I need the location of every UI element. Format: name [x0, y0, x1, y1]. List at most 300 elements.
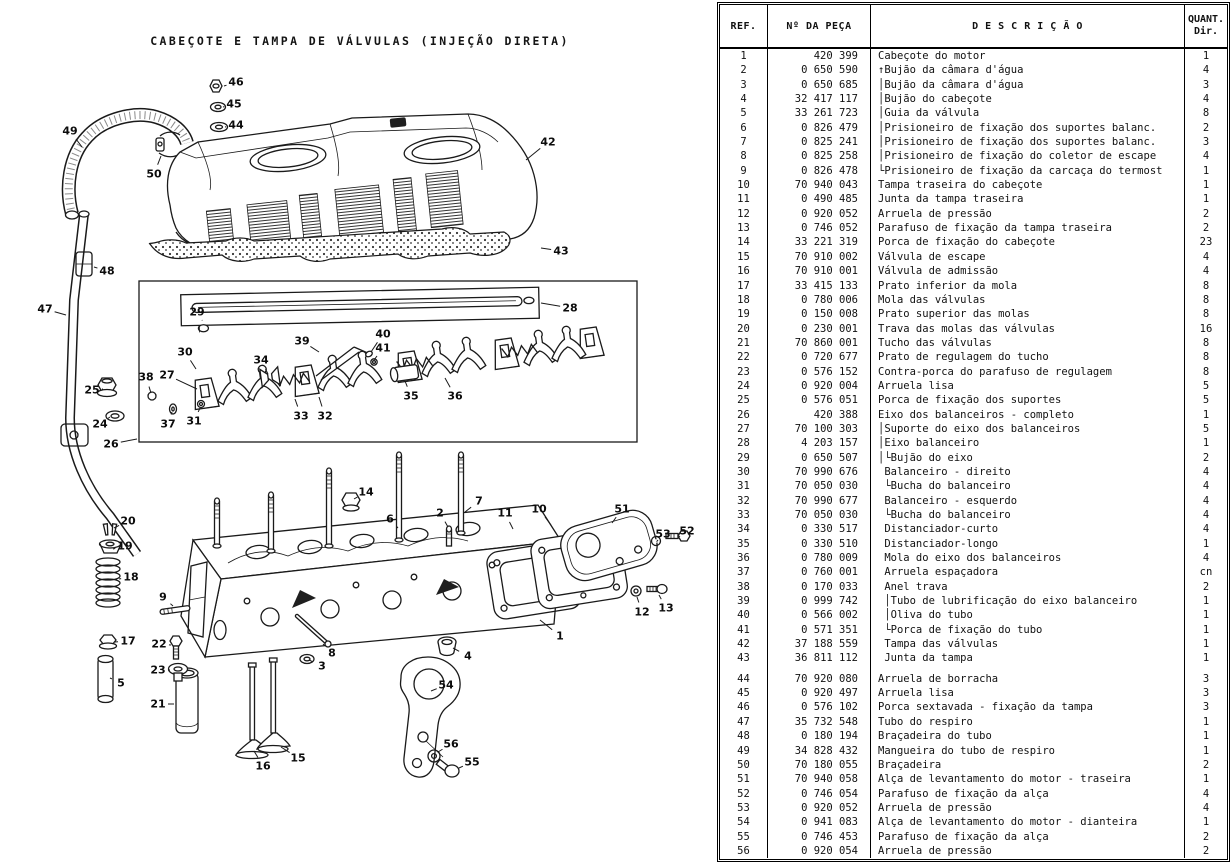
part-number-cell: 0 330 510	[768, 537, 871, 551]
part-number-cell: 34 828 432	[768, 744, 871, 758]
table-row	[720, 106, 1227, 120]
ref-cell: 27	[720, 422, 768, 436]
part-number-cell: 0 566 002	[768, 608, 871, 622]
callout-11: 11	[497, 506, 513, 520]
callout-12: 12	[634, 605, 650, 619]
qty-cell: 1	[1202, 816, 1210, 829]
ref-cell: 32	[720, 494, 768, 508]
qty-cell: 1	[1202, 730, 1210, 743]
part-number-cell: 0 576 152	[768, 365, 871, 379]
table-row	[720, 235, 1227, 249]
qty-cell: 1	[1202, 164, 1210, 177]
callout-leader-9	[170, 604, 173, 606]
ref-cell: 1	[720, 49, 768, 63]
qty-cell: 8	[1202, 293, 1210, 306]
table-row	[720, 580, 1227, 594]
ref-cell: 14	[720, 235, 768, 249]
part-number-cell: 0 576 051	[768, 393, 871, 407]
table-row	[720, 715, 1227, 729]
qty-cell: cn	[1199, 566, 1213, 579]
ref-cell: 54	[720, 815, 768, 829]
part-number-cell: 70 910 002	[768, 250, 871, 264]
head-nut	[342, 493, 360, 511]
ref-cell: 23	[720, 365, 768, 379]
description-cell: Tampa das válvulas	[871, 637, 1185, 651]
qty-cell: 2	[1202, 758, 1210, 771]
part-number-cell: 0 780 006	[768, 293, 871, 307]
description-cell: │Prisioneiro de fixação dos suportes balanc.	[871, 135, 1185, 149]
part-number-cell: 0 826 478	[768, 164, 871, 178]
part-number-cell: 0 150 008	[768, 307, 871, 321]
ref-cell: 35	[720, 537, 768, 551]
qty-cell: 5	[1202, 394, 1210, 407]
ref-cell: 51	[720, 772, 768, 786]
table-row	[720, 522, 1227, 536]
part-number-cell: 0 170 033	[768, 580, 871, 594]
head-plug	[438, 637, 456, 656]
callout-leader-27	[176, 379, 197, 389]
callout-49: 49	[62, 124, 78, 138]
table-row	[720, 149, 1227, 163]
qty-cell: 2	[1202, 222, 1210, 235]
description-cell: Válvula de admissão	[871, 264, 1185, 278]
ref-cell: 44	[720, 666, 768, 686]
table-row	[720, 164, 1227, 178]
table-row	[720, 565, 1227, 579]
part-number-cell: 70 920 080	[768, 666, 871, 686]
ref-cell: 53	[720, 801, 768, 815]
qty-cell: 4	[1202, 552, 1210, 565]
table-row	[720, 686, 1227, 700]
ref-cell: 13	[720, 221, 768, 235]
part-number-cell: 0 571 351	[768, 623, 871, 637]
table-row	[720, 207, 1227, 221]
description-cell: Distanciador-longo	[871, 537, 1185, 551]
ref-cell: 39	[720, 594, 768, 608]
qty-cell: 3	[1202, 78, 1210, 91]
part-number-cell: 0 920 004	[768, 379, 871, 393]
table-row	[720, 436, 1227, 450]
ref-cell: 11	[720, 192, 768, 206]
ref-cell: 25	[720, 393, 768, 407]
description-cell: Arruela de borracha	[871, 666, 1185, 686]
callout-18: 18	[123, 570, 139, 584]
callout-leader-26	[121, 439, 137, 442]
description-cell: Parafuso de fixação da alça	[871, 830, 1185, 844]
callout-30: 30	[177, 345, 193, 359]
part-number-cell: 0 576 102	[768, 700, 871, 714]
part-number-cell: 0 941 083	[768, 815, 871, 829]
callout-56: 56	[443, 737, 459, 751]
qty-cell: 8	[1202, 365, 1210, 378]
part-number-cell: 0 650 590	[768, 63, 871, 77]
table-row	[720, 465, 1227, 479]
callout-45: 45	[226, 97, 242, 111]
description-cell: └Bucha do balanceiro	[871, 479, 1185, 493]
table-row	[720, 293, 1227, 307]
qty-cell: 1	[1202, 715, 1210, 728]
description-cell: │Oliva do tubo	[871, 608, 1185, 622]
callout-34: 34	[253, 353, 269, 367]
ref-cell: 24	[720, 379, 768, 393]
ref-cell: 12	[720, 207, 768, 221]
part-number-cell: 0 230 001	[768, 322, 871, 336]
table-row	[720, 744, 1227, 758]
ref-cell: 47	[720, 715, 768, 729]
callout-26: 26	[103, 437, 119, 451]
description-cell: Prato inferior da mola	[871, 279, 1185, 293]
callout-2: 2	[436, 506, 444, 520]
ref-cell: 56	[720, 844, 768, 858]
callout-14: 14	[358, 485, 374, 499]
ref-cell: 18	[720, 293, 768, 307]
callout-54: 54	[438, 678, 454, 692]
description-cell: │Suporte do eixo dos balanceiros	[871, 422, 1185, 436]
cylinder-head	[160, 452, 561, 664]
callout-39: 39	[294, 334, 310, 348]
callout-leader-42	[526, 148, 540, 160]
qty-cell: 4	[1202, 787, 1210, 800]
table-row	[720, 178, 1227, 192]
callout-4: 4	[464, 649, 472, 663]
ref-cell: 40	[720, 608, 768, 622]
header-quantity-line1: QUANT.	[1187, 13, 1225, 25]
table-row	[720, 264, 1227, 278]
ref-cell: 34	[720, 522, 768, 536]
table-row	[720, 422, 1227, 436]
qty-cell: 2	[1202, 121, 1210, 134]
part-number-cell: 0 650 507	[768, 451, 871, 465]
callout-leader-48	[94, 267, 97, 268]
qty-cell: 1	[1202, 595, 1210, 608]
qty-cell: 4	[1202, 64, 1210, 77]
qty-cell: 4	[1202, 801, 1210, 814]
callout-47: 47	[37, 302, 53, 316]
callout-35: 35	[403, 389, 419, 403]
ref-cell: 6	[720, 121, 768, 135]
qty-cell: 3	[1202, 687, 1210, 700]
callout-28: 28	[562, 301, 578, 315]
valve-keepers	[103, 524, 116, 535]
qty-cell: 4	[1202, 265, 1210, 278]
description-cell: Distanciador-curto	[871, 522, 1185, 536]
header-description: D E S C R I Ç Ã O	[871, 5, 1185, 47]
description-cell: Tubo do respiro	[871, 715, 1185, 729]
qty-cell: 2	[1202, 451, 1210, 464]
qty-cell: 1	[1202, 179, 1210, 192]
description-cell: Cabeçote do motor	[871, 49, 1185, 63]
callout-leader-30	[190, 360, 196, 369]
ref-cell: 41	[720, 623, 768, 637]
ref-cell: 15	[720, 250, 768, 264]
table-row	[720, 758, 1227, 772]
ref-cell: 46	[720, 700, 768, 714]
part-number-cell: 420 399	[768, 49, 871, 63]
part-number-cell: 0 920 497	[768, 686, 871, 700]
callout-leader-28	[541, 303, 560, 306]
description-cell: Arruela de pressão	[871, 844, 1185, 858]
qty-cell: 1	[1202, 537, 1210, 550]
part-number-cell: 32 417 117	[768, 92, 871, 106]
callout-37: 37	[160, 417, 176, 431]
callout-50: 50	[146, 167, 162, 181]
table-row	[720, 772, 1227, 786]
qty-cell: 8	[1202, 336, 1210, 349]
part-number-cell: 0 746 052	[768, 221, 871, 235]
table-row	[720, 78, 1227, 92]
description-cell: Válvula de escape	[871, 250, 1185, 264]
callout-10: 10	[531, 502, 547, 516]
qty-cell: 1	[1202, 50, 1210, 62]
qty-cell: 2	[1202, 830, 1210, 843]
ref-cell: 2	[720, 63, 768, 77]
description-cell: Mola do eixo dos balanceiros	[871, 551, 1185, 565]
ref-cell: 4	[720, 92, 768, 106]
ref-cell: 29	[720, 451, 768, 465]
valves-group	[236, 658, 290, 759]
table-row	[720, 221, 1227, 235]
description-cell: Junta da tampa	[871, 651, 1185, 665]
callout-31: 31	[186, 414, 202, 428]
description-cell: Balanceiro - direito	[871, 465, 1185, 479]
description-cell: Contra-porca do parafuso de regulagem	[871, 365, 1185, 379]
description-cell: Mola das válvulas	[871, 293, 1185, 307]
table-row	[720, 121, 1227, 135]
valve-spring	[96, 558, 120, 607]
header-ref: REF.	[720, 5, 768, 47]
table-row	[720, 594, 1227, 608]
part-number-cell: 0 650 685	[768, 78, 871, 92]
ref-cell: 36	[720, 551, 768, 565]
table-row	[720, 135, 1227, 149]
callout-8: 8	[328, 646, 336, 660]
description-cell: Braçadeira do tubo	[871, 729, 1185, 743]
callout-25: 25	[84, 383, 100, 397]
callout-3: 3	[318, 659, 326, 673]
qty-cell: 8	[1202, 107, 1210, 120]
qty-cell: 1	[1202, 652, 1210, 665]
qty-cell: 4	[1202, 480, 1210, 493]
ref-cell: 38	[720, 580, 768, 594]
table-row	[720, 787, 1227, 801]
callout-41: 41	[375, 341, 391, 355]
parts-table	[717, 2, 1230, 862]
callout-42: 42	[540, 135, 556, 149]
description-cell: Alça de levantamento do motor - dianteira	[871, 815, 1185, 829]
part-number-cell: 0 330 517	[768, 522, 871, 536]
part-number-cell: 35 732 548	[768, 715, 871, 729]
head-washer	[300, 655, 314, 664]
table-row	[720, 666, 1227, 686]
callout-33: 33	[293, 409, 309, 423]
ref-cell: 21	[720, 336, 768, 350]
description-cell: │Guia da válvula	[871, 106, 1185, 120]
table-row	[720, 608, 1227, 622]
breather-hose	[66, 115, 188, 219]
callout-6: 6	[386, 512, 394, 526]
cover-bolt	[647, 585, 667, 594]
ref-cell: 50	[720, 758, 768, 772]
description-cell: └Prisioneiro de fixação da carcaça do termost	[871, 164, 1185, 178]
callout-32: 32	[317, 409, 333, 423]
qty-cell: 2	[1202, 580, 1210, 593]
description-cell: │Bujão da câmara d'água	[871, 78, 1185, 92]
part-number-cell: 420 388	[768, 408, 871, 422]
ref-cell: 19	[720, 307, 768, 321]
callout-19: 19	[117, 539, 133, 553]
qty-cell: 4	[1202, 250, 1210, 263]
qty-cell: 5	[1202, 422, 1210, 435]
ref-cell: 55	[720, 830, 768, 844]
description-cell: Trava das molas das válvulas	[871, 322, 1185, 336]
table-row	[720, 192, 1227, 206]
callout-leader-19	[113, 548, 115, 549]
description-cell: Porca de fixação dos suportes	[871, 393, 1185, 407]
table-row	[720, 350, 1227, 364]
part-number-cell: 36 811 112	[768, 651, 871, 665]
header-quantity-line2: Dir.	[1193, 26, 1219, 37]
callout-53: 53	[655, 527, 671, 541]
description-cell: └Bucha do balanceiro	[871, 508, 1185, 522]
table-row	[720, 279, 1227, 293]
part-number-cell: 33 261 723	[768, 106, 871, 120]
part-number-cell: 70 860 001	[768, 336, 871, 350]
qty-cell: 2	[1202, 207, 1210, 220]
table-row	[720, 801, 1227, 815]
description-cell: Junta da tampa traseira	[871, 192, 1185, 206]
callout-27: 27	[159, 368, 175, 382]
support-nut-washer	[98, 378, 125, 421]
table-row	[720, 379, 1227, 393]
description-cell: │Prisioneiro de fixação do coletor de escape	[871, 149, 1185, 163]
description-cell: └Porca de fixação do tubo	[871, 623, 1185, 637]
qty-cell: 3	[1202, 701, 1210, 714]
part-number-cell: 70 180 055	[768, 758, 871, 772]
part-number-cell: 0 780 009	[768, 551, 871, 565]
description-cell: │└Bujão do eixo	[871, 451, 1185, 465]
table-row	[720, 494, 1227, 508]
table-row	[720, 623, 1227, 637]
callout-leader-32	[319, 397, 322, 406]
part-number-cell: 0 920 054	[768, 844, 871, 858]
ref-cell: 20	[720, 322, 768, 336]
table-row	[720, 307, 1227, 321]
part-number-cell: 70 050 030	[768, 479, 871, 493]
part-number-cell: 0 746 054	[768, 787, 871, 801]
qty-cell: 4	[1202, 465, 1210, 478]
description-cell: Braçadeira	[871, 758, 1185, 772]
ref-cell: 3	[720, 78, 768, 92]
callout-23: 23	[150, 663, 166, 677]
rocker-shaft	[181, 287, 540, 332]
description-cell: Arruela lisa	[871, 379, 1185, 393]
part-number-cell: 0 490 485	[768, 192, 871, 206]
callout-21: 21	[150, 697, 166, 711]
callout-7: 7	[475, 494, 483, 508]
part-number-cell: 0 825 241	[768, 135, 871, 149]
ref-cell: 22	[720, 350, 768, 364]
part-number-cell: 70 050 030	[768, 508, 871, 522]
callout-52: 52	[679, 524, 695, 538]
ref-cell: 31	[720, 479, 768, 493]
ref-cell: 49	[720, 744, 768, 758]
ref-cell: 10	[720, 178, 768, 192]
qty-cell: 23	[1199, 236, 1213, 249]
part-number-cell: 0 760 001	[768, 565, 871, 579]
table-row	[720, 365, 1227, 379]
valve-guide	[98, 656, 113, 703]
ref-cell: 8	[720, 149, 768, 163]
callout-24: 24	[92, 417, 108, 431]
qty-cell: 2	[1202, 844, 1210, 857]
table-row	[720, 729, 1227, 743]
table-row	[720, 250, 1227, 264]
description-cell: Porca sextavada - fixação da tampa	[871, 700, 1185, 714]
qty-cell: 1	[1202, 623, 1210, 636]
part-number-cell: 0 920 052	[768, 207, 871, 221]
callout-16: 16	[255, 759, 271, 773]
description-cell: Eixo dos balanceiros - completo	[871, 408, 1185, 422]
callout-55: 55	[464, 755, 480, 769]
table-row	[720, 336, 1227, 350]
qty-cell: 4	[1202, 523, 1210, 536]
part-number-cell: 0 720 677	[768, 350, 871, 364]
callout-51: 51	[614, 502, 630, 516]
callout-leader-47	[55, 312, 66, 315]
description-cell: Arruela de pressão	[871, 207, 1185, 221]
callout-leader-33	[295, 399, 298, 407]
qty-cell: 1	[1202, 408, 1210, 421]
cover-cap	[390, 117, 407, 128]
callout-22: 22	[151, 637, 167, 651]
front-lifting-bracket	[401, 657, 461, 777]
part-number-cell: 0 825 258	[768, 149, 871, 163]
callout-leader-55	[459, 766, 463, 768]
qty-cell: 1	[1202, 638, 1210, 651]
callout-46: 46	[228, 75, 244, 89]
table-row	[720, 479, 1227, 493]
table-row	[720, 408, 1227, 422]
part-number-cell: 37 188 559	[768, 637, 871, 651]
part-number-cell: 0 746 453	[768, 830, 871, 844]
qty-cell: 5	[1202, 379, 1210, 392]
qty-cell: 1	[1202, 744, 1210, 757]
callout-48: 48	[99, 264, 115, 278]
ref-cell: 30	[720, 465, 768, 479]
callout-leader-43	[541, 248, 551, 250]
table-row	[720, 830, 1227, 844]
table-row	[720, 92, 1227, 106]
qty-cell: 4	[1202, 509, 1210, 521]
part-number-cell: 0 920 052	[768, 801, 871, 815]
description-cell: Anel trava	[871, 580, 1185, 594]
qty-cell: 1	[1202, 609, 1210, 622]
callout-9: 9	[159, 590, 167, 604]
description-cell: Alça de levantamento do motor - traseira	[871, 772, 1185, 786]
snap-ring	[148, 392, 156, 400]
table-row	[720, 393, 1227, 407]
callout-leader-12	[637, 597, 639, 603]
description-cell: │Prisioneiro de fixação dos suportes balanc.	[871, 121, 1185, 135]
table-row	[720, 63, 1227, 77]
description-cell: Prato de regulagem do tucho	[871, 350, 1185, 364]
qty-cell: 1	[1202, 773, 1210, 786]
description-cell: Parafuso de fixação da tampa traseira	[871, 221, 1185, 235]
table-row	[720, 700, 1227, 714]
part-number-cell: 33 415 133	[768, 279, 871, 293]
ref-cell: 52	[720, 787, 768, 801]
part-number-cell: 70 910 001	[768, 264, 871, 278]
